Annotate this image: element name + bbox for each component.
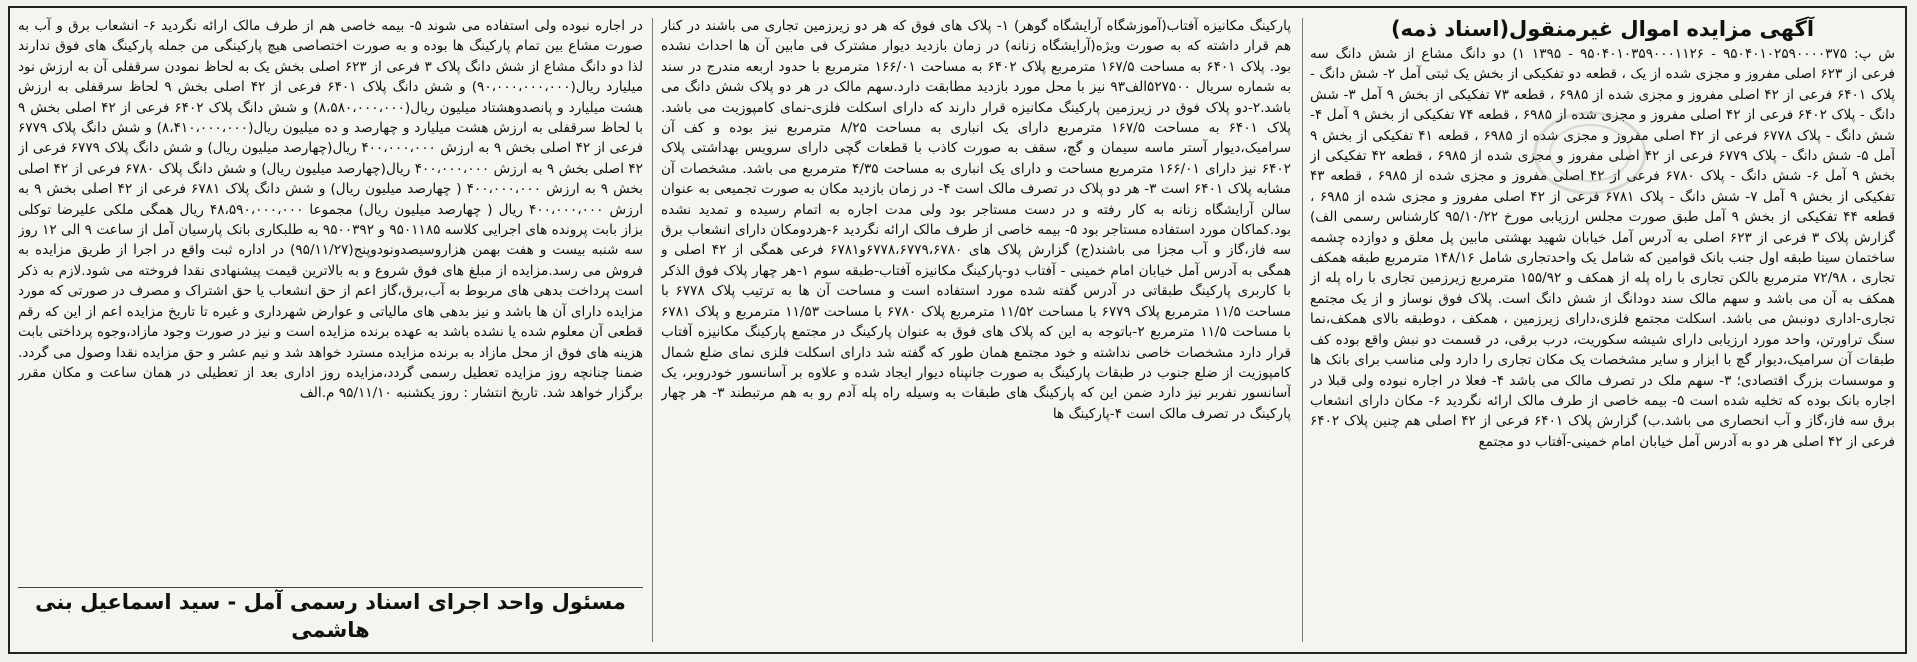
- column-divider-1: [1302, 18, 1303, 642]
- column-divider-2: [652, 18, 653, 642]
- column-right-text: ش پ: ۹۵۰۴۰۱۰۲۵۹۰۰۰۰۳۷۵ - ۹۵۰۴۰۱۰۳۵۹۰۰۰۱۱۲۶ - ۱۳۹۵ ۱) دو دانگ مشاع از شش دانگ سه فرعی از ۶۲۳ اصلی مفروز و مجزی شده از یک ، قطعه دو تفکیکی از بخش یک ثبتی آمل ۲- شش دانگ - پلاک ۶۴۰۱ فرعی از ۴۲ اصلی مفروز و مجزی شده از ۶۹۸۵ ، قطعه ۷۳ تفکیکی از بخش ۹ آمل ۳- شش دانگ - پلاک ۶۴۰۲ فرعی از ۴۲ اصلی مفروز و مجزی شده از ۶۹۸۵ ، قطعه ۷۴ تفکیکی از بخش ۹ آمل ۴- شش دانگ - پلاک ۶۷۷۸ فرعی از ۴۲ اصلی مفروز و مجزی شده از ۶۹۸۵ ، قطعه ۴۱ تفکیکی از بخش ۹ آمل ۵- شش دانگ - پلاک ۶۷۷۹ فرعی از ۴۲ اصلی مفروز و مجزی شده از ۶۹۸۵ ، قطعه ۴۲ تفکیکی از بخش ۹ آمل ۶- شش دانگ - پلاک ۶۷۸۰ فرعی از ۴۲ اصلی مفروز و مجزی شده از ۶۹۸۵ ، قطعه ۴۳ تفکیکی از بخش ۹ آمل ۷- شش دانگ - پلاک ۶۷۸۱ فرعی از ۴۲ اصلی مفروز و مجزی شده از ۶۹۸۵ ، قطعه ۴۴ تفکیکی از بخش ۹ آمل طبق صورت مجلس ارزیابی مورخ ۹۵/۱۰/۲۲ کارشناس رسمی الف) گزارش پلاک ۳ فرعی از ۶۲۳ اصلی به آدرس آمل خیابان شهید بهشتی مابین پل معلق و دوازده چشمه ساختمان سینا طبقه اول جنب بانک قوامین که شامل یک واحدتجاری شامل ۱۴۸/۱۶ مترمربع طبقه همکف تجاری ، ۷۲/۹۸ مترمربع بالکن تجاری با راه پله از همکف و ۱۵۵/۹۲ مترمربع زیرزمین تجاری با راه پله از همکف به آن می باشد و سهم مالک سند دودانگ از شش دانگ است. پلاک فوق نوساز و از یک مجتمع تجاری-اداری دونبش می باشد. اسکلت مجتمع فلزی،دارای زیرزمین ، همکف ، دوطبقه بالای همکف،نما سنگ تراورتن، واحد مورد ارزیابی دارای شیشه سکوریت، درب برقی، در قسمت دو نبش واقع بوده کف طبقات آن سرامیک،دیوار گچ با ابزار و سایر مشخصات یک مکان تجاری را دارد ولی مناسب برای بانک ها و موسسات بزرگ اقتصادی؛ ۳- سهم ملک در تصرف مالک می باشد ۴- فعلا در اجاره نبوده ولی قبلا در اجاره بانک بوده که تخلیه شده است ۵- بیمه خاصی از طرف مالک ارائه نگردید ۶- مکان دارای انشعاب برق سه فاز،گاز و آب انحصاری می باشد.ب) گزارش پلاک ۶۴۰۱ فرعی از ۴۲ اصلی هم چنین پلاک ۶۴۰۲ فرعی از ۴۲ اصلی هر دو به آدرس آمل خیابان امام خمینی-آفتاب دو مجتمع: [1310, 46, 1895, 450]
- column-left: [18, 16, 643, 644]
- column-left-text: در اجاره نبوده ولی استفاده می شوند ۵- بیمه خاصی هم از طرف مالک ارائه نگردید ۶- انشعاب برق و آب به صورت مشاع بین تمام پارکینگ ها بوده و به صورت اختصاصی هیچ پارکینگی من جمله پارکینگ های فوق ندارند لذا دو دانگ مشاع از شش دانگ پلاک ۳ فرعی از ۶۲۳ اصلی بخش یک به لحاظ نمودن سرقفلی آن به ارزش نود میلیارد ریال(۹۰،۰۰۰،۰۰۰،۰۰۰) و شش دانگ پلاک ۶۴۰۱ فرعی از ۴۲ اصلی بخش ۹ لحاظ سرقفلی به ارزش هشت میلیارد و پانصدوهشتاد میلیون ریال(۸،۵۸۰،۰۰۰،۰۰۰) و شش دانگ پلاک ۶۴۰۲ فرعی از ۴۲ اصلی بخش ۹ با لحاظ سرقفلی به ارزش هشت میلیارد و چهارصد و ده میلیون ریال(۸،۴۱۰،۰۰۰،۰۰۰) و شش دانگ پلاک ۶۷۷۹ فرعی از ۴۲ اصلی بخش ۹ به ارزش ۴۰۰،۰۰۰،۰۰۰ ریال(چهارصد میلیون ریال) و شش دانگ پلاک ۶۷۷۹ فرعی از ۴۲ اصلی بخش ۹ به ارزش ۴۰۰،۰۰۰،۰۰۰ ریال(چهارصد میلیون ریال) و شش دانگ پلاک ۶۷۸۰ فرعی از ۴۲ اصلی بخش ۹ به ارزش ۴۰۰،۰۰۰،۰۰۰ ( چهارصد میلیون ریال) و شش دانگ پلاک ۶۷۸۱ فرعی از ۴۲ اصلی بخش ۹ به ارزش ۴۰۰،۰۰۰،۰۰۰ ریال ( چهارصد میلیون ریال) مجموعا ۴۸،۵۹۰،۰۰۰،۰۰۰ ریال همگی ملکی علیرضا توکلی بزاز بابت پرونده های اجرایی کلاسه ۹۵۰۱۱۸۵ و ۹۵۰۰۳۹۲ به طلبکاری بانک پارسیان آمل از ساعت ۹ الی ۱۲ روز سه شنبه بیست و هفت بهمن هزاروسیصدونودوپنج(۹۵/۱۱/۲۷) در اداره ثبت واقع در اجرا از طریق مزایده به فروش می رسد.مزایده از مبلغ های فوق شروع و به بالاترین قیمت پیشنهادی نقدا فروخته می شود.لازم به ذکر است پرداخت بدهی های مربوط به آب،برق،گاز اعم از حق انشعاب یا حق اشتراک و مصرف در صورتی که مورد مزایده دارای آن ها باشد و نیز بدهی های مالیاتی و عوارض شهرداری و غیره تا تاریخ مزایده اعم از این که رقم قطعی آن معلوم شده یا نشده باشد به عهده برنده مزایده است و نیز در صورت وجود مازاد،وجوه پرداختی بابت هزینه های فوق از محل مازاد به برنده مزایده مسترد خواهد شد و نیم عشر و حق مزایده نقدا وصول می گردد. ضمنا چنانچه روز مزایده تعطیل رسمی گردد،مزایده روز اداری بعد از تعطیلی در همان ساعت و مکان مقرر برگزار خواهد شد. تاریخ انتشار : روز یکشنبه ۹۵/۱۱/۱۰ م.الف: [18, 18, 643, 402]
- column-middle-text: پارکینگ مکانیزه آفتاب(آموزشگاه آرایشگاه گوهر) ۱- پلاک های فوق که هر دو زیرزمین تجاری می باشند در کنار هم قرار داشته که به صورت ویژه(آرایشگاه زنانه) در زمان بازدید دیوار مشترک فی مابین آن ها احداث نشده بود. پلاک ۶۴۰۱ به مساحت ۱۶۷/۵ مترمربع پلاک ۶۴۰۲ به مساحت ۱۶۶/۰۱ مترمربع با حدود اربعه مندرج در سند به شماره سریال ۵۲۷۵۰۰الف۹۳ نیز با محل مورد بازدید مطابقت دارد.سهم مالک در هر دو پلاک شش دانگ می باشد.۲-دو پلاک فوق در زیرزمین پارکینگ مکانیزه قرار دارند که دارای اسکلت فلزی-نمای کامپوزیت می باشد. پلاک ۶۴۰۱ به مساحت ۱۶۷/۵ مترمربع دارای یک انباری به مساحت ۸/۲۵ مترمربع نیز بوده و کف آن سرامیک،دیوار آستر ماسه سیمان و گچ، سقف به صورت کاذب با قطعات گچی دارای سرویس بهداشتی پلاک ۶۴۰۲ نیز دارای ۱۶۶/۰۱ مترمربع مساحت و دارای یک انباری به مساحت ۴/۳۵ مترمربع می باشد. مشخصات آن مشابه پلاک ۶۴۰۱ است ۳- هر دو پلاک در تصرف مالک است ۴- در زمان بازدید مکان به صورت تجمیعی به عنوان سالن آرایشگاه زنانه به کار رفته و در دست مستاجر بود ولی مدت اجاره به اتمام رسیده و تمدید نشده بود.کماکان مورد استفاده مستاجر بود ۵- بیمه خاصی از طرف مالک ارائه نگردید ۶-هردومکان دارای انشعاب برق سه فاز،گاز و آب مجزا می باشند(ج) گزارش پلاک های ۶۷۷۸،۶۷۷۹،۶۷۸۰و۶۷۸۱ فرعی همگی از ۴۲ اصلی و همگی به آدرس آمل خیابان امام خمینی - آفتاب دو-پارکینگ مکانیزه آفتاب-طبقه سوم ۱-هر چهار پلاک فوق الذکر با کاربری پارکینگ طبقاتی در آدرس گفته شده مورد استفاده است و مساحت آن ها به ترتیب پلاک ۶۷۷۸ با مساحت ۱۱/۵ مترمربع پلاک ۶۷۷۹ با مساحت ۱۱/۵۲ مترمربع پلاک ۶۷۸۰ با مساحت ۱۱/۵۳ مترمربع و پلاک ۶۷۸۱ با مساحت ۱۱/۵ مترمربع ۲-باتوجه به این که پلاک های فوق به عنوان پارکینگ در مجتمع پارکینگ مکانیزه آفتاب قرار دارد مشخصات خاصی نداشته و خود مجتمع همان طور که گفته شد دارای اسکلت فلزی نمای ضلع شمال کامپوزیت از ضلع جنوب در طبقات پارکینگ به صورت جانپناه دیوار ایجاد شده و علاوه بر آسانسور خودروبر، یک آسانسور نفربر نیز دارد ضمن این که پارکینگ های طبقات به وسیله راه پله آدم رو به هم مرتبطند ۳- هر چهار پارکینگ در تصرف مالک است ۴-پارکینگ ها: [661, 18, 1291, 422]
- column-middle: [661, 16, 1291, 644]
- notice-title: آگهی مزایده اموال غیرمنقول(اسناد ذمه): [1390, 17, 1815, 41]
- signature-line: مسئول واحد اجرای اسناد رسمی آمل - سید اسماعیل بنی هاشمی: [18, 587, 643, 644]
- auction-notice: [8, 6, 1907, 654]
- faded-seal-icon: [1530, 108, 1650, 198]
